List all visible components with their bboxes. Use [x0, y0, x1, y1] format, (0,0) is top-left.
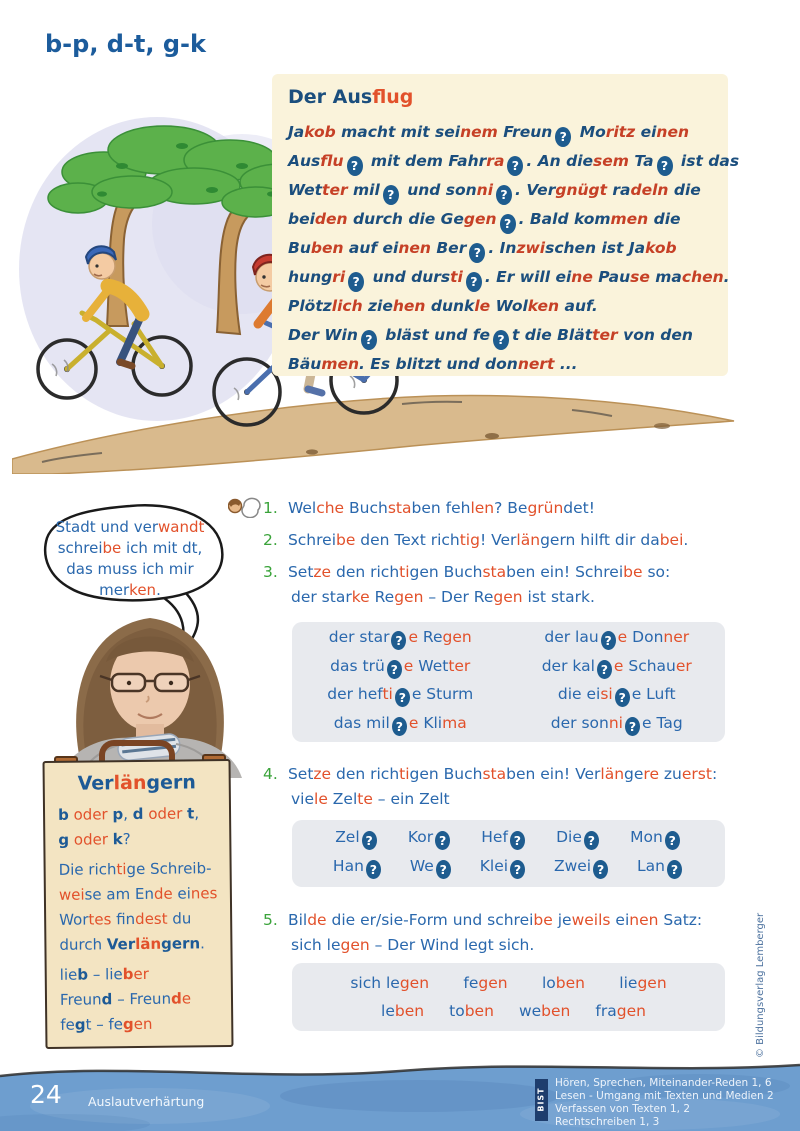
- exercise-number: 4.: [263, 765, 278, 783]
- exercise-2: [263, 529, 688, 551]
- story-line: beiden durch die Gegen ? . Bald kommen die: [288, 205, 739, 234]
- missing-letter-badge: ?: [361, 330, 377, 350]
- word-item: Zwei ?: [554, 857, 610, 879]
- story-line: Bäumen. Es blitzt und donnert ...: [288, 355, 578, 373]
- bist-line: Rechtschreiben 1, 3: [555, 1116, 660, 1128]
- bist-line: Hören, Sprechen, Miteinander-Reden 1, 6: [555, 1077, 772, 1089]
- word-item: leben: [381, 1002, 425, 1021]
- word-item: der sonni ? e Tag: [550, 713, 683, 734]
- missing-letter-badge: ?: [469, 243, 485, 263]
- story-line: Plötzlich ziehen dunkle Wolken auf.: [288, 297, 598, 315]
- word-item: das mil ? e Klima: [333, 713, 467, 734]
- word-item: weben: [518, 1002, 571, 1021]
- story-line: Wetter mil ? und sonni ? . Vergnügt radeln die: [288, 176, 739, 205]
- sign-line: fegt – fegen: [60, 1014, 153, 1034]
- sign-text: [58, 801, 219, 1038]
- missing-letter-badge: ?: [667, 860, 682, 879]
- word-item: loben: [541, 973, 585, 992]
- missing-letter-badge: ?: [392, 717, 407, 736]
- missing-letter-badge: ?: [348, 272, 364, 292]
- exercise-5: [263, 909, 702, 931]
- bist-line: Lesen - Umgang mit Texten und Medien 2: [555, 1090, 774, 1102]
- exercise-text: Schreibe den Text richtig! Verlängern hilft dir dabei.: [287, 531, 689, 549]
- bist-standards: [555, 1077, 774, 1129]
- exercise-4-example: viele Zelte – ein Zelt: [291, 790, 450, 808]
- missing-letter-badge: ?: [510, 860, 525, 879]
- sign-line: weise am Ende eines: [58, 884, 218, 904]
- missing-letter-badge: ?: [347, 156, 363, 176]
- missing-letter-badge: ?: [507, 156, 523, 176]
- word-item: liegen: [619, 973, 667, 992]
- missing-letter-badge: ?: [362, 831, 377, 850]
- word-item: der kal ? e Schauer: [541, 656, 692, 677]
- sign-line: lieb – lieber: [59, 964, 149, 984]
- exercise-number: 3.: [263, 563, 278, 581]
- bist-label-box: [535, 1079, 548, 1121]
- bist-line: Verfassen von Texten 1, 2: [555, 1103, 691, 1115]
- word-item: Klei ?: [480, 857, 527, 879]
- exercise-3: [263, 561, 670, 583]
- missing-letter-badge: ?: [383, 185, 399, 205]
- word-item: fegen: [463, 973, 508, 992]
- bubble-line: das muss ich mir: [66, 560, 194, 578]
- exercise-text: Setze den richtigen Buchstaben ein! Schreibe so:: [287, 563, 671, 581]
- word-row: [292, 828, 725, 850]
- sign-line: b oder p, d oder t,: [57, 804, 200, 824]
- exercise-4: [263, 763, 717, 785]
- exercise-1: [263, 497, 595, 519]
- missing-letter-badge: ?: [555, 127, 571, 147]
- word-item: Han ?: [333, 857, 383, 879]
- word-item: der hefti ? e Sturm: [327, 685, 474, 706]
- missing-letter-badge: ?: [584, 831, 599, 850]
- exercise-text: Setze den richtigen Buchstaben ein! Verlängere zuerst:: [287, 765, 718, 783]
- missing-letter-badge: ?: [601, 631, 616, 650]
- page-title: b-p, d-t, g-k: [45, 30, 206, 58]
- story-text: [288, 118, 739, 379]
- exercise-3-word-box: [292, 622, 725, 742]
- word-row: [292, 857, 725, 879]
- missing-letter-badge: ?: [435, 831, 450, 850]
- sign-line: g oder k?: [58, 830, 131, 849]
- word-item: We ?: [410, 857, 453, 879]
- exercise-number: 1.: [263, 499, 278, 517]
- word-item: die eisi ? e Luft: [557, 685, 676, 706]
- missing-letter-badge: ?: [510, 831, 525, 850]
- missing-letter-badge: ?: [597, 660, 612, 679]
- missing-letter-badge: ?: [466, 272, 482, 292]
- bubble-line: schreibe ich mit dt,: [57, 539, 203, 557]
- story-line: Ausflu ? mit dem Fahrra ? . An diesem Ta ? ist das: [288, 147, 739, 176]
- exercise-text: Bilde die er/sie-Form und schreibe jeweils einen Satz:: [287, 911, 703, 929]
- bist-label: BIST: [536, 1087, 546, 1112]
- word-row: [292, 1002, 725, 1020]
- sign-line: durch Verlängern.: [59, 934, 205, 954]
- missing-letter-badge: ?: [366, 860, 381, 879]
- sign-title: Verlängern: [77, 771, 196, 795]
- missing-letter-badge: ?: [665, 831, 680, 850]
- word-item: der star ? e Regen: [328, 628, 472, 649]
- missing-letter-badge: ?: [436, 860, 451, 879]
- bubble-line: merken.: [99, 581, 161, 599]
- missing-letter-badge: ?: [493, 330, 509, 350]
- missing-letter-badge: ?: [496, 185, 512, 205]
- page-number: 24: [30, 1080, 62, 1109]
- sign-line: Die richtige Schreib-: [58, 859, 212, 879]
- word-item: Mon ?: [630, 828, 682, 850]
- exercise-number: 5.: [263, 911, 278, 929]
- bubble-line: Stadt und verwandt: [55, 518, 205, 536]
- word-item: Lan ?: [637, 857, 684, 879]
- word-item: Zel ?: [335, 828, 378, 850]
- copyright-notice: © Bildungsverlag Lemberger: [755, 912, 766, 1058]
- footer-topic: Auslautverhärtung: [88, 1094, 205, 1109]
- word-item: das trü ? e Wetter: [330, 656, 471, 677]
- word-item: der lau ? e Donner: [544, 628, 690, 649]
- exercise-text: Welche Buchstaben fehlen? Begründet!: [287, 499, 595, 517]
- exercise-5-example: sich legen – Der Wind legt sich.: [291, 936, 535, 954]
- missing-letter-badge: ?: [615, 688, 630, 707]
- word-item: Kor ?: [408, 828, 452, 850]
- word-item: Die ?: [556, 828, 601, 850]
- missing-letter-badge: ?: [387, 660, 402, 679]
- missing-letter-badge: ?: [395, 688, 410, 707]
- verlaengern-sign: [42, 759, 233, 1049]
- missing-letter-badge: ?: [391, 631, 406, 650]
- missing-letter-badge: ?: [593, 860, 608, 879]
- word-item: toben: [449, 1002, 494, 1021]
- missing-letter-badge: ?: [625, 717, 640, 736]
- story-box: [272, 74, 740, 376]
- sign-line: Freund – Freunde: [59, 989, 192, 1009]
- word-item: Hef ?: [481, 828, 527, 850]
- exercise-5-word-box: [292, 963, 725, 1031]
- word-item: sich legen: [350, 973, 430, 992]
- missing-letter-badge: ?: [500, 214, 516, 234]
- exercise-number: 2.: [263, 531, 278, 549]
- speech-bubble-text: [44, 517, 216, 601]
- story-line: Der Win ? bläst und fe ? t die Blätter von den: [288, 321, 739, 350]
- sign-line: Wortes findest du: [59, 909, 192, 929]
- exercise-4-word-box: [292, 820, 725, 887]
- story-line: Jakob macht mit seinem Freun ? Moritz einen: [288, 118, 739, 147]
- missing-letter-badge: ?: [657, 156, 673, 176]
- word-row: [292, 974, 725, 992]
- word-item: fragen: [595, 1002, 646, 1021]
- exercise-3-example: der starke Regen – Der Regen ist stark.: [291, 588, 595, 606]
- story-line: Buben auf einen Ber ? . Inzwischen ist Jakob: [288, 234, 739, 263]
- story-line: hungri ? und dursti ? . Er will eine Pause machen.: [288, 263, 739, 292]
- story-title: Der Ausflug: [288, 86, 414, 108]
